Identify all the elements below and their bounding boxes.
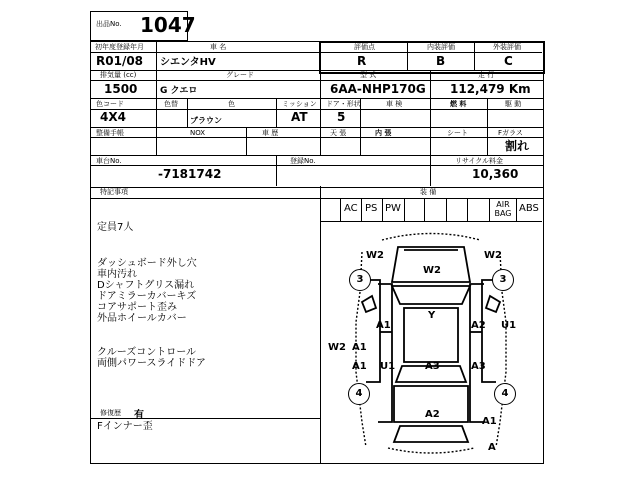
reg-year-value: R01/08: [96, 54, 144, 68]
color-label: 色: [228, 100, 235, 108]
note-line: ドアミラーカバーキズ: [97, 291, 197, 302]
damage-a2-right: A2: [471, 320, 486, 331]
reg-year-label: 初年度登録年月: [95, 43, 144, 51]
glass-label: Fガラス: [498, 129, 523, 137]
color-code-value: 4X4: [100, 110, 126, 124]
displacement-value: 1500: [104, 82, 138, 96]
damage-w2-left: W2: [328, 342, 346, 353]
damage-a2-bottom: A2: [425, 409, 440, 420]
manual-label: 整備手帳: [96, 129, 124, 137]
color-code-label: 色コード: [96, 100, 124, 108]
chassis-label: 車台No.: [96, 157, 122, 165]
regno-label: 登録No.: [290, 157, 316, 165]
damage-w2-top-left: W2: [366, 250, 384, 261]
repair-label: 修復歴: [100, 409, 121, 417]
damage-a1-left2: A1: [352, 342, 367, 353]
note-line: 車内汚れ: [97, 269, 137, 280]
drive-label: 駆 動: [505, 100, 522, 108]
note-line: コアサポート歪み: [97, 302, 177, 313]
score-label: 評価点: [354, 43, 375, 51]
interior-label: 内装評価: [427, 43, 455, 51]
equip-abs: ABS: [519, 203, 539, 214]
history-label: 車 歴: [262, 129, 279, 137]
note-line: ダッシュボード外し穴: [97, 258, 197, 269]
nox-label: NOX: [190, 129, 206, 137]
lot-number: 1047: [140, 13, 196, 37]
damage-y: Y: [428, 310, 436, 321]
damage-a1-left3: A1: [352, 361, 367, 372]
damage-a3-center: A3: [425, 361, 440, 372]
damage-u1-right: U1: [501, 320, 517, 331]
color-value: ブラウン: [190, 116, 222, 125]
model-label: 型 式: [360, 71, 377, 79]
exterior-label: 外装評価: [493, 43, 521, 51]
recycle-label: リサイクル料金: [455, 157, 504, 165]
grade-value: G クエロ: [160, 86, 198, 96]
damage-a1-bottom: A1: [482, 416, 497, 427]
note-line: 定員7人: [97, 222, 134, 233]
repair-value: 有: [134, 410, 144, 421]
recycle-value: 10,360: [472, 167, 519, 181]
repair-note: Fインナー歪: [97, 421, 153, 432]
fuel-label: 燃 料: [450, 100, 467, 108]
equip-pw: PW: [385, 203, 401, 214]
note-line: 両側パワースライドドア: [97, 358, 206, 369]
mileage-value: 112,479 Km: [450, 82, 531, 96]
glass-value: 割れ: [505, 139, 530, 153]
mission-label: ミッション: [282, 100, 317, 108]
mission-value: AT: [291, 110, 308, 124]
interior-trim-label: 内 張: [375, 129, 392, 137]
grade-label: グレード: [226, 71, 254, 79]
color-change-label: 色替: [164, 100, 178, 108]
seat-label: シート: [447, 129, 468, 137]
damage-w2-top-center: W2: [423, 265, 441, 276]
tire-rear-left: 4: [348, 383, 370, 405]
model-value: 6AA-NHP170G: [330, 82, 426, 96]
mileage-label: 走 行: [478, 71, 495, 79]
damage-a1-left: A1: [376, 320, 391, 331]
door-value: 5: [337, 110, 346, 124]
tire-front-left: 3: [349, 269, 371, 291]
tire-front-right: 3: [492, 269, 514, 291]
damage-w2-top-right: W2: [484, 250, 502, 261]
score-value: R: [357, 54, 367, 68]
notes-label: 特記事項: [100, 188, 128, 196]
car-name-value: シエンタHV: [160, 57, 216, 68]
damage-a3-right: A3: [471, 361, 486, 372]
equipment-label: 装 備: [420, 188, 437, 196]
equipment-grid: [320, 199, 542, 222]
exterior-value: C: [504, 54, 513, 68]
equip-ps: PS: [365, 203, 378, 214]
interior-value: B: [436, 54, 446, 68]
note-line: 外品ホイールカバー: [97, 313, 187, 324]
note-line: クルーズコントロール: [97, 347, 196, 358]
equip-airbag: AIR BAG: [494, 200, 512, 218]
equip-ac: AC: [344, 203, 358, 214]
car-name-label: 車 名: [210, 43, 227, 51]
damage-a-bottom: A: [488, 442, 496, 453]
note-line: Dシャフトグリス漏れ: [97, 280, 195, 291]
roof-label: 天 張: [330, 129, 347, 137]
tire-rear-right: 4: [494, 383, 516, 405]
chassis-value: -7181742: [158, 167, 222, 181]
lot-label: 出品No.: [96, 20, 122, 28]
inspection-label: 車 検: [386, 100, 403, 108]
damage-u1-left: U1: [380, 361, 396, 372]
door-label: ドア・形状: [326, 100, 361, 108]
displacement-label: 排気量 (cc): [100, 71, 137, 79]
